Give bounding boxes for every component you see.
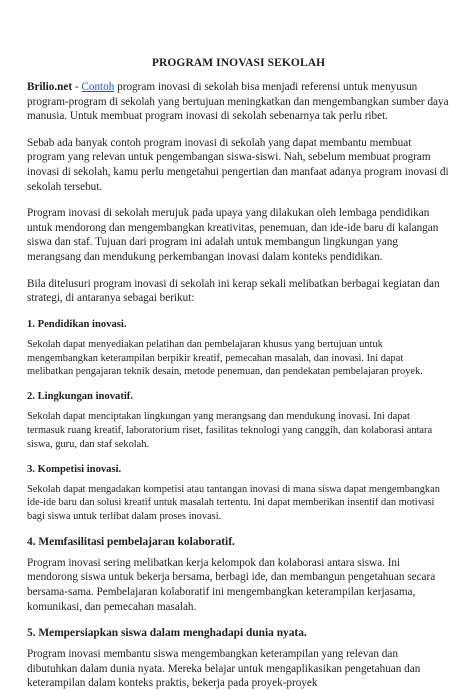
section-heading-4: 4. Memfasilitasi pembelajaran kolaboratif. — [27, 535, 235, 548]
intro-text: program inovasi di sekolah bisa menjadi referensi untuk menyusun program-program di sekolah yang bertujuan meningkatkan dan mengembangkan sumber daya manusia. Untuk membuat program inovasi di sekolah sebenarnya tak perlu ribet. — [27, 81, 449, 123]
paragraph: Sebab ada banyak contoh program inovasi di sekolah yang dapat membantu membuat program yang relevan untuk pengembangan siswa-siswi. Nah, sebelum membuat program inovasi di sekolah, kamu perlu mengetahui pengertian dan manfaat adanya program inovasi di sekolah tersebut. — [27, 136, 449, 193]
section-heading-5: 5. Mempersiapkan siswa dalam menghadapi dunia nyata. — [27, 627, 307, 640]
section-heading-3: 3. Kompetisi inovasi. — [27, 463, 122, 475]
intro-dash: - — [72, 81, 82, 93]
paragraph: Program inovasi di sekolah merujuk pada upaya yang dilakukan oleh lembaga pendidikan untuk mendorong dan mengembangkan kreativitas, penemuan, dan ide-ide baru di kalangan siswa dan staf. Tujuan dari program ini adalah untuk membangun lingkungan yang merangsang dan mendukung perkembangan inovasi dalam konteks pendidikan. — [27, 207, 439, 263]
section-body-5: Program inovasi membantu siswa mengembangkan keterampilan yang relevan dan dibutuhkan dalam dunia nyata. Mereka belajar untuk mengaplikasikan pengetahuan dan keterampilan dalam konteks praktis, bekerja pada proyek-proyek — [27, 648, 421, 690]
section-body-2: Sekolah dapat menciptakan lingkungan yang merangsang dan mendukung inovasi. Ini dapat termasuk ruang kreatif, laboratorium riset, fasilitas teknologi yang canggih, dan kolaborasi antara siswa, guru, dan staf sekolah. — [27, 411, 433, 450]
contoh-link[interactable]: Contoh — [81, 81, 115, 93]
brand-name: Brilio.net — [27, 81, 73, 93]
section-heading-2: 2. Lingkungan inovatif. — [27, 391, 133, 403]
section-body-4: Program inovasi sering melibatkan kerja kelompok dan kolaborasi antara siswa. Ini mendorong siswa untuk bekerja bersama, berbagi ide, dan membangun pengetahuan secara bersama-sama. Pembelajaran kolaboratif ini mengembangkan keterampilan kerjasama, komunikasi, dan pemecahan masalah. — [27, 556, 436, 613]
intro-paragraph — [27, 80, 450, 124]
paragraph: Bila ditelusuri program inovasi di sekolah ini kerap sekali melibatkan berbagai kegiatan dan strategi, di antaranya sebagai berikut: — [27, 277, 440, 305]
document-title: PROGRAM INOVASI SEKOLAH — [151, 57, 326, 69]
section-body-3: Sekolah dapat mengadakan kompetisi atau tantangan inovasi di mana siswa dapat mengembangkan ide-ide baru dan solusi kreatif untuk masalah tertentu. Ini dapat memberikan insentif dan motivasi bagi siswa untuk terlibat dalam proses inovasi. — [27, 483, 440, 523]
section-body-1: Sekolah dapat menyediakan pelatihan dan pembelajaran khusus yang bertujuan untuk mengembangkan keterampilan berpikir kreatif, pemecahan masalah, dan inovasi. Ini dapat melibatkan pengajaran teknik desain, metode penemuan, dan pendekatan pembelajaran proyek. — [27, 338, 423, 378]
section-heading-1: 1. Pendidikan inovasi. — [27, 318, 127, 330]
